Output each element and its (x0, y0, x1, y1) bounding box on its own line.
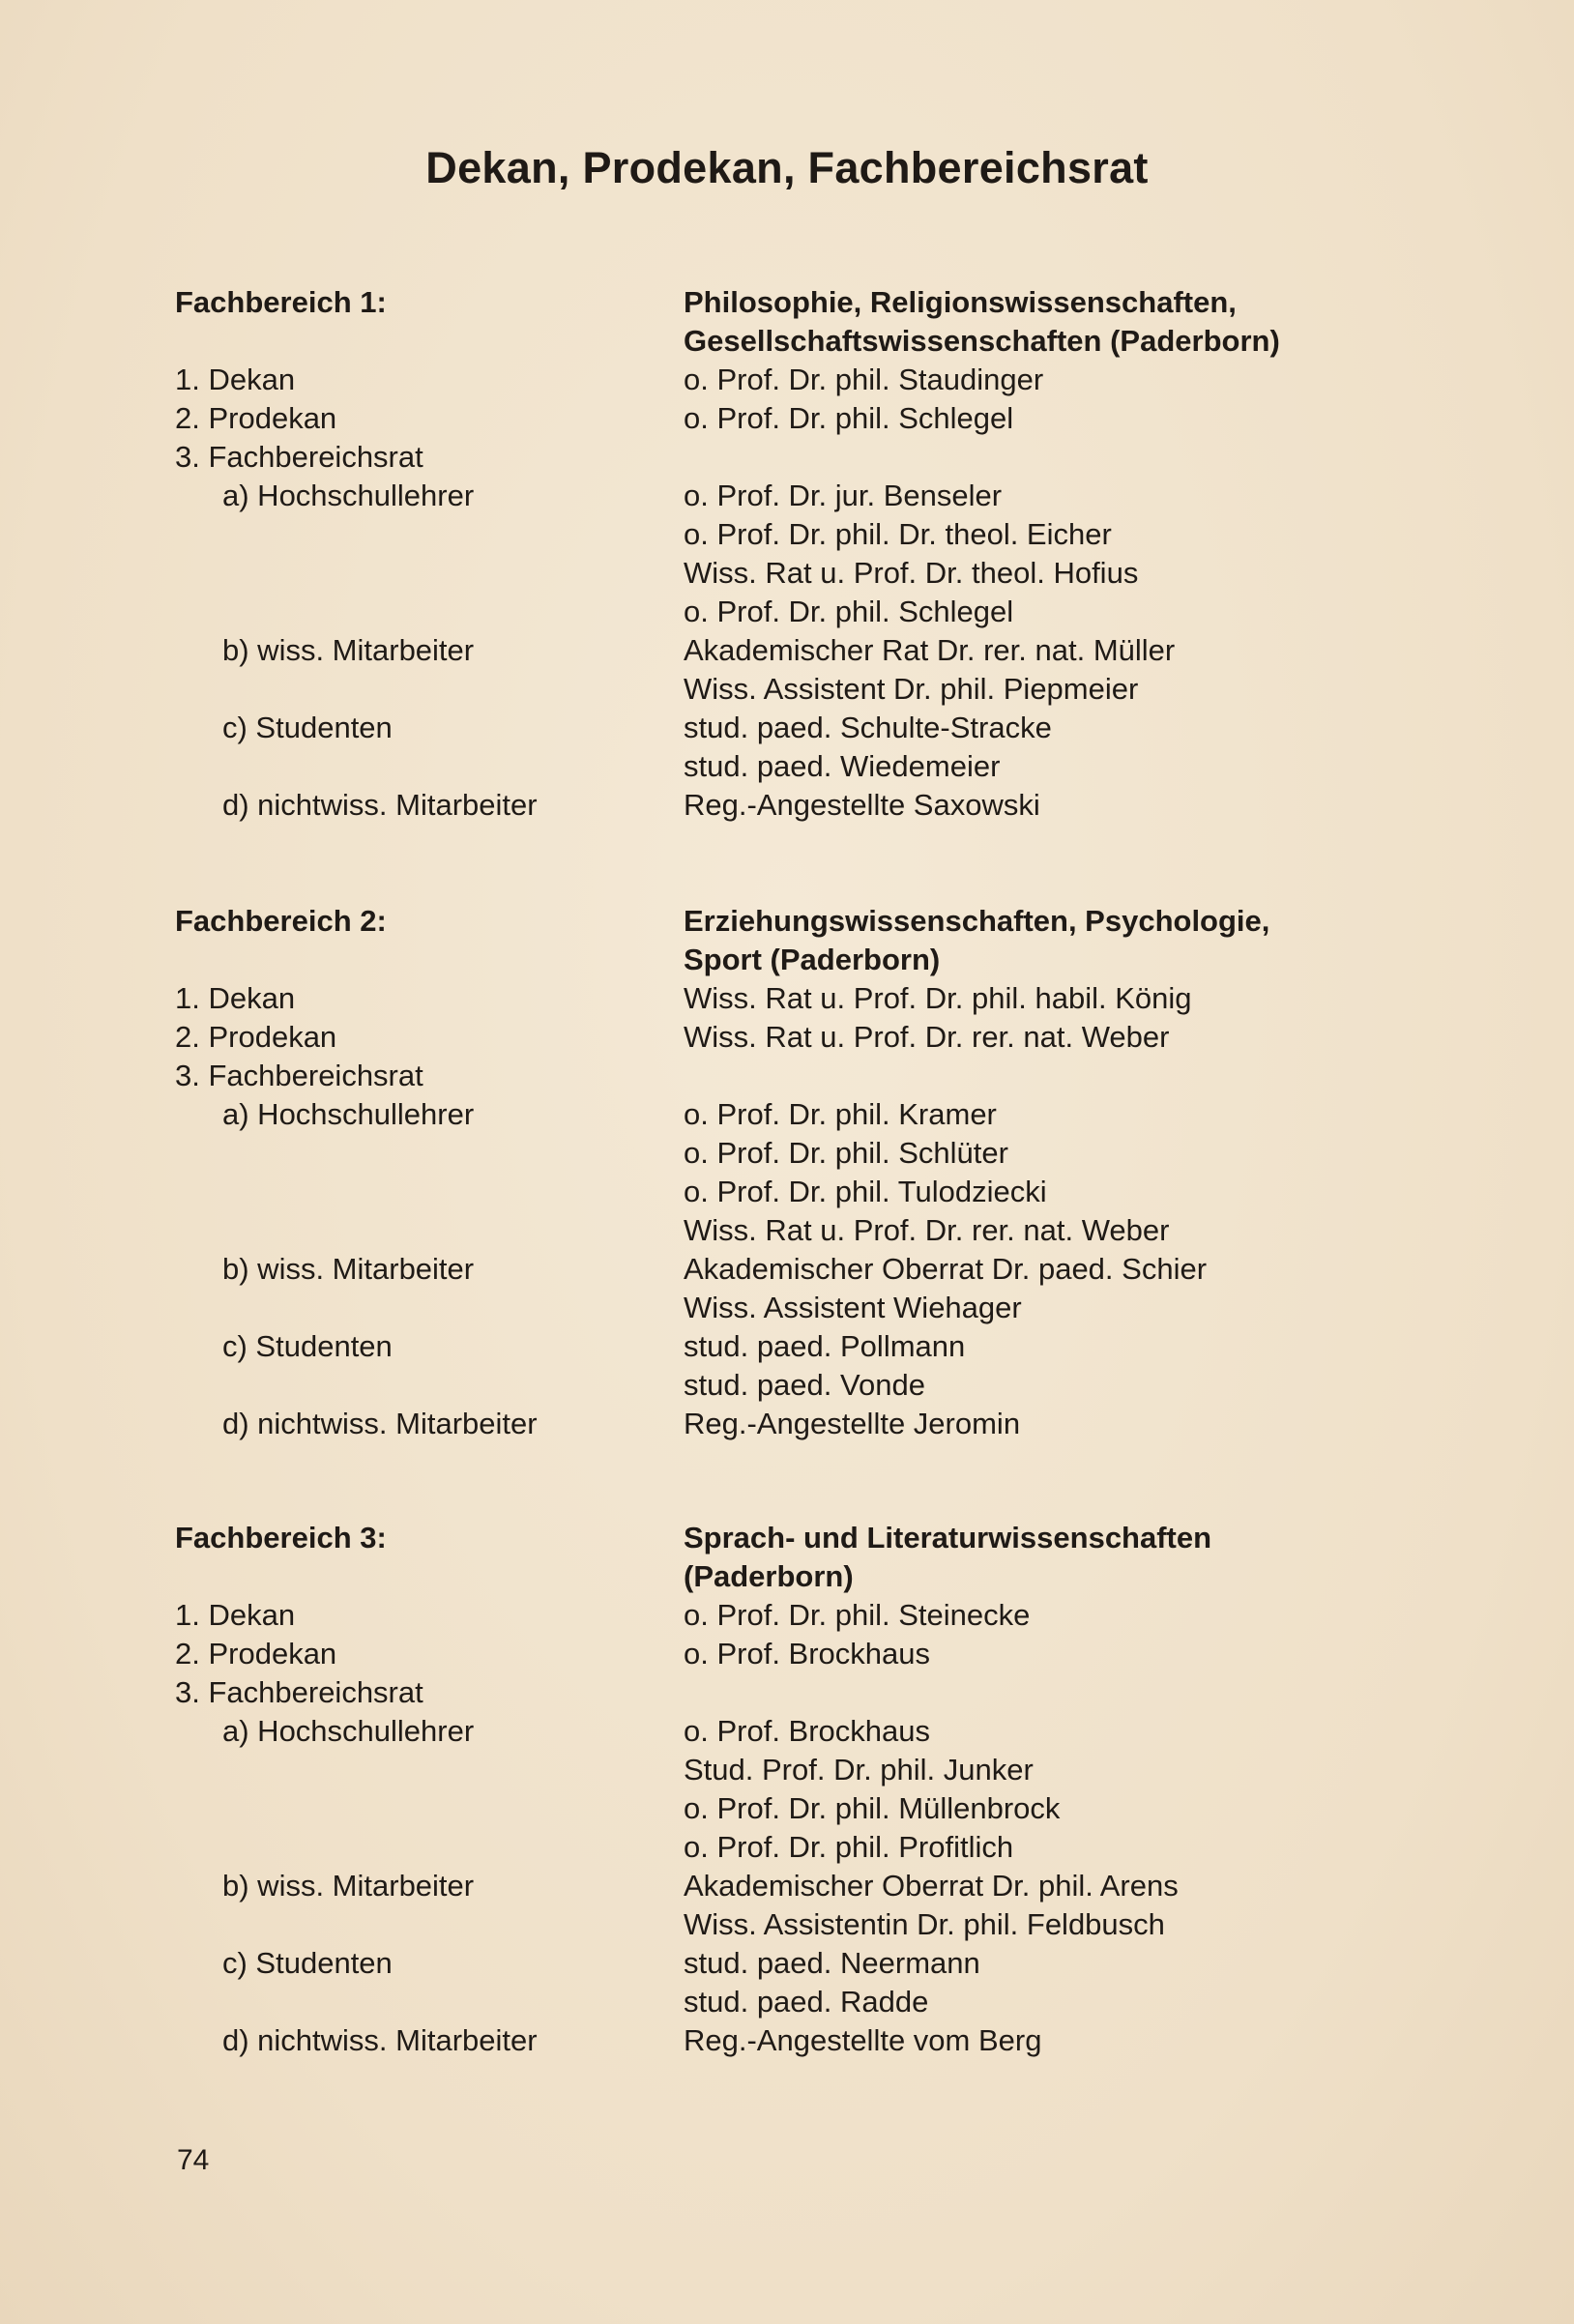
fachbereichsrat-label: 3. Fachbereichsrat (175, 1059, 423, 1092)
section-field: Philosophie, Religionswissenschaften, (684, 285, 1237, 319)
member-name: stud. paed. Schulte-Stracke (684, 711, 1052, 744)
member-name: o. Prof. Dr. phil. Tulodziecki (684, 1175, 1047, 1208)
member-name: Stud. Prof. Dr. phil. Junker (684, 1753, 1034, 1787)
member-name: Akademischer Oberrat Dr. phil. Arens (684, 1869, 1179, 1903)
studenten-label: c) Studenten (222, 711, 393, 744)
hochschullehrer-label: a) Hochschullehrer (222, 479, 475, 512)
prodekan-name: o. Prof. Dr. phil. Schlegel (684, 401, 1014, 435)
dekan-name: Wiss. Rat u. Prof. Dr. phil. habil. König (684, 981, 1192, 1015)
fachbereichsrat-label: 3. Fachbereichsrat (175, 440, 423, 474)
mitarbeiter-label: b) wiss. Mitarbeiter (222, 633, 475, 667)
member-name: Wiss. Assistent Dr. phil. Piepmeier (684, 672, 1139, 706)
member-name: Reg.-Angestellte vom Berg (684, 2023, 1042, 2057)
hochschullehrer-label: a) Hochschullehrer (222, 1714, 475, 1748)
member-name: Reg.-Angestellte Jeromin (684, 1407, 1021, 1440)
member-name: Wiss. Rat u. Prof. Dr. rer. nat. Weber (684, 1213, 1170, 1247)
member-name: stud. paed. Vonde (684, 1368, 925, 1402)
member-name: o. Prof. Dr. phil. Dr. theol. Eicher (684, 517, 1112, 551)
hochschullehrer-label: a) Hochschullehrer (222, 1097, 475, 1131)
member-name: Wiss. Assistent Wiehager (684, 1291, 1022, 1324)
section-field: Sprach- und Literaturwissenschaften (684, 1521, 1212, 1554)
member-name: o. Prof. Brockhaus (684, 1714, 931, 1748)
prodekan-label: 2. Prodekan (175, 1020, 337, 1054)
mitarbeiter-label: b) wiss. Mitarbeiter (222, 1252, 475, 1286)
page-number: 74 (177, 2144, 210, 2176)
section-header: Fachbereich 2: (175, 904, 387, 938)
member-name: stud. paed. Radde (684, 1985, 929, 2019)
member-name: stud. paed. Pollmann (684, 1329, 966, 1363)
section-header: Fachbereich 3: (175, 1521, 387, 1554)
member-name: o. Prof. Dr. phil. Müllenbrock (684, 1791, 1061, 1825)
section-field: Sport (Paderborn) (684, 943, 941, 976)
member-name: Wiss. Assistentin Dr. phil. Feldbusch (684, 1907, 1165, 1941)
nichtwiss-label: d) nichtwiss. Mitarbeiter (222, 788, 538, 822)
member-name: Akademischer Oberrat Dr. paed. Schier (684, 1252, 1208, 1286)
section-header: Fachbereich 1: (175, 285, 387, 319)
prodekan-label: 2. Prodekan (175, 1637, 337, 1670)
nichtwiss-label: d) nichtwiss. Mitarbeiter (222, 2023, 538, 2057)
dekan-name: o. Prof. Dr. phil. Staudinger (684, 363, 1044, 396)
dekan-label: 1. Dekan (175, 981, 296, 1015)
dekan-label: 1. Dekan (175, 363, 296, 396)
member-name: o. Prof. Dr. phil. Profitlich (684, 1830, 1014, 1864)
member-name: o. Prof. Dr. phil. Kramer (684, 1097, 997, 1131)
dekan-label: 1. Dekan (175, 1598, 296, 1632)
member-name: Wiss. Rat u. Prof. Dr. theol. Hofius (684, 556, 1139, 590)
dekan-name: o. Prof. Dr. phil. Steinecke (684, 1598, 1031, 1632)
member-name: o. Prof. Dr. phil. Schlegel (684, 595, 1014, 628)
member-name: stud. paed. Neermann (684, 1946, 980, 1980)
nichtwiss-label: d) nichtwiss. Mitarbeiter (222, 1407, 538, 1440)
member-name: Akademischer Rat Dr. rer. nat. Müller (684, 633, 1176, 667)
mitarbeiter-label: b) wiss. Mitarbeiter (222, 1869, 475, 1903)
section-field: (Paderborn) (684, 1559, 854, 1593)
prodekan-label: 2. Prodekan (175, 401, 337, 435)
studenten-label: c) Studenten (222, 1946, 393, 1980)
member-name: o. Prof. Dr. phil. Schlüter (684, 1136, 1008, 1170)
member-name: stud. paed. Wiedemeier (684, 749, 1001, 783)
studenten-label: c) Studenten (222, 1329, 393, 1363)
page-title: Dekan, Prodekan, Fachbereichsrat (425, 143, 1149, 192)
section-field: Erziehungswissenschaften, Psychologie, (684, 904, 1270, 938)
prodekan-name: o. Prof. Brockhaus (684, 1637, 931, 1670)
member-name: Reg.-Angestellte Saxowski (684, 788, 1040, 822)
fachbereichsrat-label: 3. Fachbereichsrat (175, 1675, 423, 1709)
section-field: Gesellschaftswissenschaften (Paderborn) (684, 324, 1280, 358)
prodekan-name: Wiss. Rat u. Prof. Dr. rer. nat. Weber (684, 1020, 1170, 1054)
member-name: o. Prof. Dr. jur. Benseler (684, 479, 1003, 512)
